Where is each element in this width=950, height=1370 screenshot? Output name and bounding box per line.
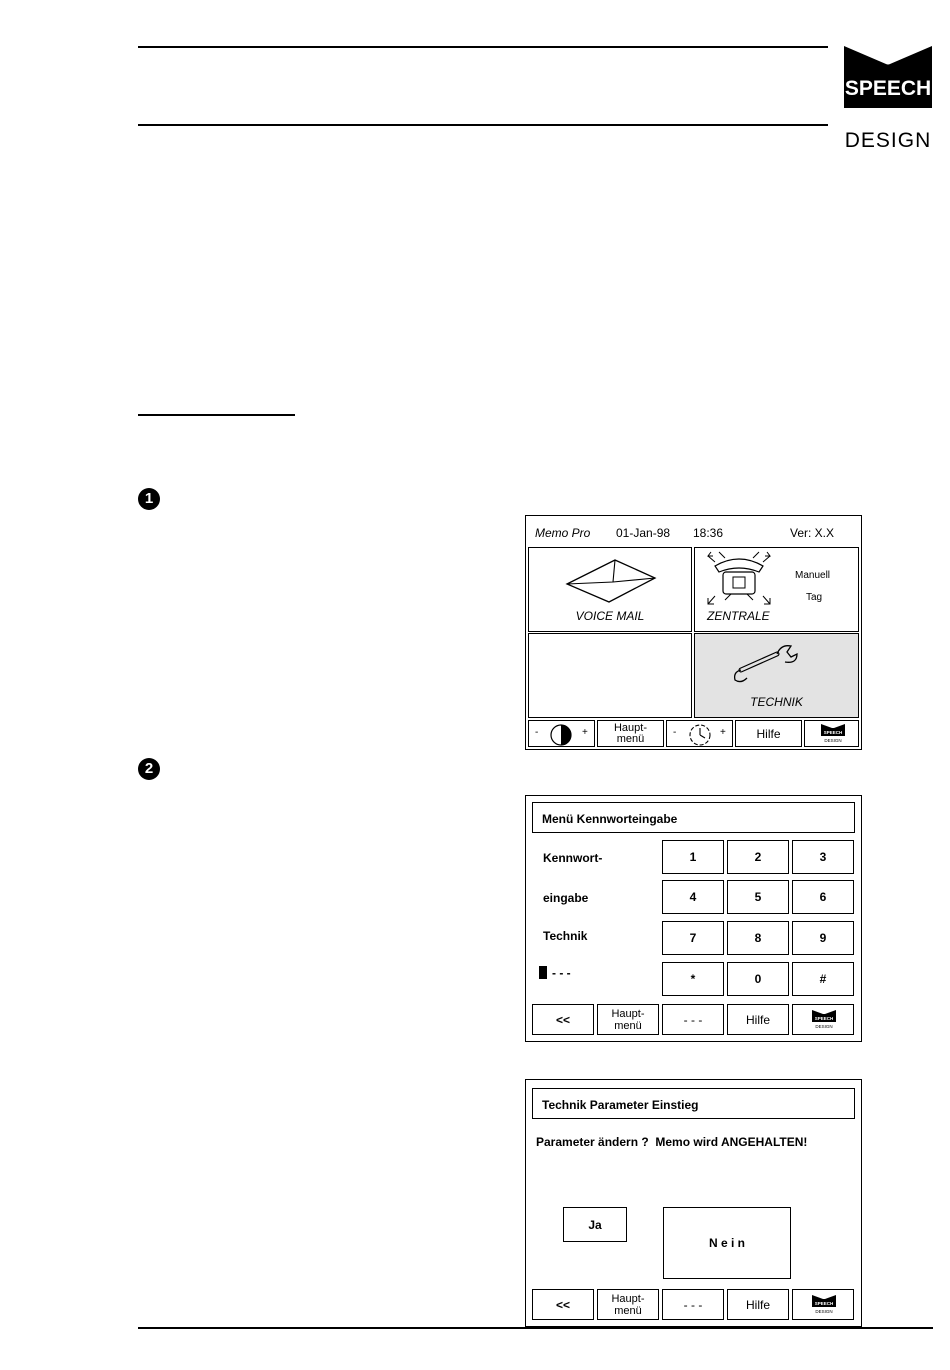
key-5[interactable]: 5: [727, 880, 789, 914]
header-version: Ver: X.X: [790, 526, 835, 540]
voicemail-label: VOICE MAIL: [575, 609, 645, 623]
svg-text:DESIGN: DESIGN: [824, 738, 842, 743]
zentrale-tile[interactable]: [694, 547, 859, 632]
screen1-header: [526, 516, 860, 546]
screen3-title: Technik Parameter Einstieg: [542, 1098, 699, 1112]
mini-logo-icon: [820, 724, 846, 744]
text-cursor: [539, 966, 547, 979]
password-screen: [525, 795, 862, 1042]
step-1-badge: 1: [138, 488, 160, 510]
hauptmenu-label-2: menü: [616, 732, 645, 745]
confirm-message: Parameter ändern ? Memo wird ANGEHALTEN!: [536, 1135, 808, 1149]
technik-parameter-screen: [525, 1079, 862, 1327]
ja-button[interactable]: Ja: [563, 1207, 627, 1242]
password-label-line1: Kennwort-: [543, 851, 603, 865]
key-8[interactable]: 8: [727, 921, 789, 955]
hilfe-button[interactable]: Hilfe: [735, 720, 802, 747]
empty-tile: [528, 633, 692, 718]
password-placeholder: - - -: [552, 966, 571, 980]
clock-icon: [689, 724, 711, 746]
key-4[interactable]: 4: [662, 880, 724, 914]
dashes-button[interactable]: - - -: [662, 1289, 724, 1320]
hauptmenu-button[interactable]: [597, 1289, 659, 1320]
key-6[interactable]: 6: [792, 880, 854, 914]
header-bottom-rule: [138, 124, 828, 126]
key-9[interactable]: 9: [792, 921, 854, 955]
step-2-badge: 2: [138, 758, 160, 780]
speech-logo-button[interactable]: [792, 1004, 854, 1035]
svg-text:SPEECH: SPEECH: [814, 1301, 834, 1306]
technik-label: TECHNIK: [750, 695, 803, 709]
envelope-icon: [563, 554, 659, 604]
back-button[interactable]: <<: [532, 1289, 594, 1320]
zentrale-mode-tag: Tag: [806, 592, 823, 603]
header-date: 01-Jan-98: [616, 526, 671, 540]
svg-text:SPEECH: SPEECH: [814, 1016, 834, 1021]
voicemail-tile[interactable]: [528, 547, 692, 632]
nein-button[interactable]: N e i n: [663, 1207, 791, 1279]
wrench-icon: [733, 640, 803, 686]
hauptmenu-label-1: Haupt-: [611, 1292, 645, 1305]
key-hash[interactable]: #: [792, 962, 854, 996]
header-top-rule: [138, 46, 828, 48]
speech-logo-button[interactable]: [792, 1289, 854, 1320]
hauptmenu-label-1: Haupt-: [611, 1007, 645, 1020]
screen2-title: Menü Kennworteingabe: [542, 812, 678, 826]
key-2[interactable]: 2: [727, 840, 789, 874]
telephone-icon: [705, 550, 773, 608]
volume-minus[interactable]: -: [673, 727, 677, 738]
hauptmenu-button[interactable]: [597, 720, 664, 747]
contrast-minus[interactable]: -: [535, 727, 539, 738]
mini-logo-icon: [811, 1010, 837, 1030]
key-1[interactable]: 1: [662, 840, 724, 874]
key-0[interactable]: 0: [727, 962, 789, 996]
contrast-control[interactable]: [528, 720, 595, 747]
header-time: 18:36: [693, 526, 724, 540]
volume-control[interactable]: [666, 720, 733, 747]
mini-logo-icon: [811, 1295, 837, 1315]
logo-design-text: DESIGN: [844, 129, 932, 152]
volume-plus[interactable]: +: [720, 727, 726, 738]
footer-rule: [138, 1327, 933, 1329]
contrast-plus[interactable]: +: [582, 727, 588, 738]
speech-logo-button[interactable]: [804, 720, 859, 747]
contrast-icon: [550, 724, 572, 746]
hauptmenu-label-1: Haupt-: [613, 721, 648, 734]
hauptmenu-label-2: menü: [614, 1019, 642, 1032]
password-label-line2: eingabe: [543, 891, 589, 905]
product-name: Memo Pro: [535, 526, 591, 540]
back-button[interactable]: <<: [532, 1004, 594, 1035]
key-3[interactable]: 3: [792, 840, 854, 874]
key-star[interactable]: *: [662, 962, 724, 996]
hilfe-button[interactable]: Hilfe: [727, 1289, 789, 1320]
logo-speech-text: SPEECH: [844, 77, 932, 100]
svg-text:SPEECH: SPEECH: [823, 730, 843, 735]
screen2-title-bar: [532, 802, 855, 833]
main-menu-screen: [525, 515, 862, 750]
svg-text:DESIGN: DESIGN: [815, 1024, 833, 1029]
hauptmenu-label-2: menü: [614, 1304, 642, 1317]
screen3-title-bar: [532, 1088, 855, 1119]
dashes-button[interactable]: - - -: [662, 1004, 724, 1035]
hauptmenu-button[interactable]: [597, 1004, 659, 1035]
technik-tile[interactable]: [694, 633, 859, 718]
hilfe-button[interactable]: Hilfe: [727, 1004, 789, 1035]
section-underline: [138, 414, 295, 416]
zentrale-label: ZENTRALE: [707, 609, 770, 623]
zentrale-mode-manuell: Manuell: [795, 570, 831, 581]
svg-text:DESIGN: DESIGN: [815, 1309, 833, 1314]
password-label-line3: Technik: [543, 929, 588, 943]
key-7[interactable]: 7: [662, 921, 724, 955]
